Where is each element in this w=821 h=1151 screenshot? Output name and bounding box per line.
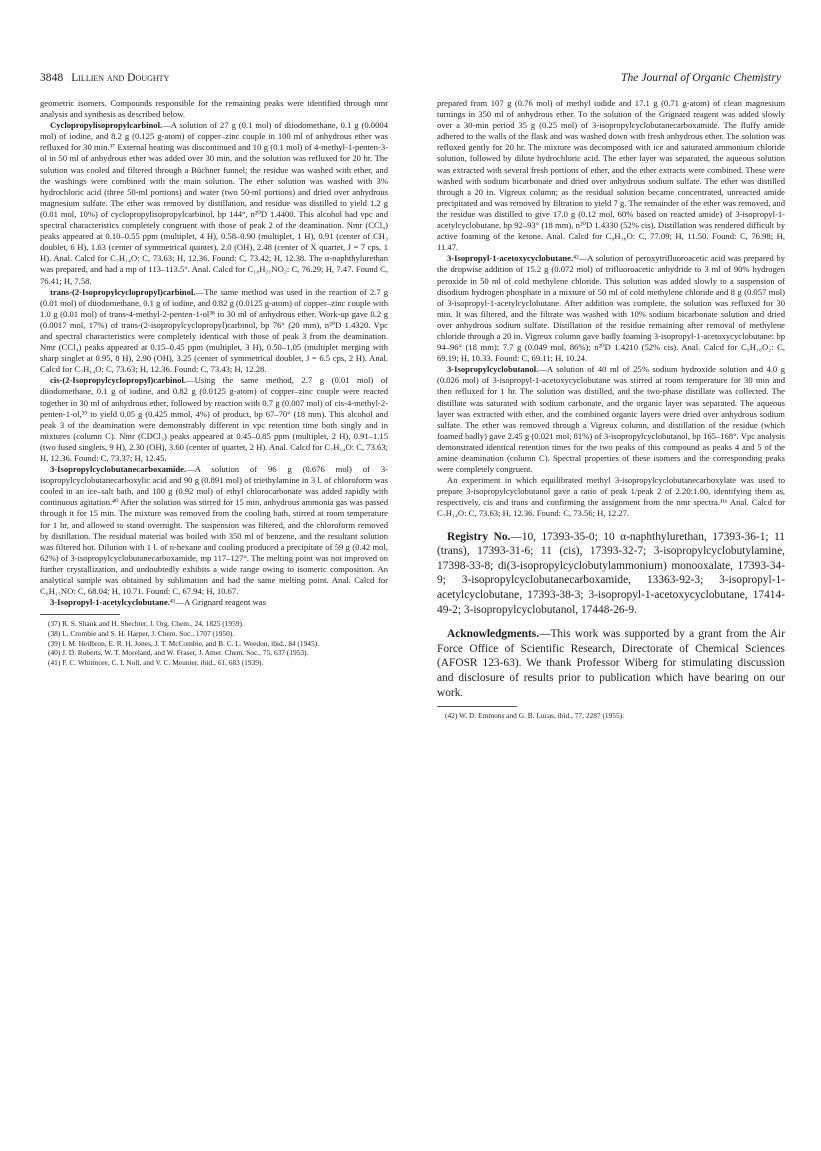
- acknowledgments-heading: Acknowledgments.: [447, 628, 540, 641]
- footnote: (41) F. C. Whitmore, C. I. Noll, and V. C. Meunier, ibid., 61, 683 (1939).: [48, 657, 264, 667]
- section-heading: 3-Isopropyl-1-acetylcyclobutane.: [50, 597, 170, 608]
- acknowledgments-text: —This work was supported by a grant from the Air Force Office of Scientific Research, Directorate of Chemical Sciences (AFOSR 123-63). We thank Professor Wiberg for stimulating discussion and disclosure of results prior to publication which have bearing on our work.: [437, 628, 785, 699]
- paragraph-text: —A solution of 27 g (0.1 mol) of diiodomethane, 0.1 g (0.0004 mol) of iodine, and 8.2 g (0.125 g-atom) of copper–zinc couple in 100 ml of anhydrous ether was refluxed for 30 min.³⁷ External heating was discontinued and 10 g (0.1 mol) of 4-methyl-1-penten-3-ol in 50 ml of anhydrous ether was added over 30 min, and the solution was refluxed for 20 hr. The solution was cooled and filtered through a Büchner funnel; the residue was washed with ether, and the washings were combined with the main solution. The ether solution was washed with 3% hydrochloric acid (three 50-ml portions) and water (two 50-ml portions) and dried over anhydrous magnesium sulfate. The ether was removed by distillation, and residue was distilled to yield 1.2 g (0.01 mol, 10%) of cyclopropylisopropylcarbinol, bp 144°, n²⁰D 1.4400. This alcohol had vpc and spectral characteristics completely congruent with those of peak 2 of the deamination. Nmr (CCl₄) peaks appeared at 0.10–0.55 ppm (multiplet, 4 H), 0.58–0.90 (multiplet, 1 H), 0.91 (center of CH₃ doublet, 6 H), 1.63 (center of symmetrical quintet), 2.0 (OH), 2.48 (center of X quartet, J = 7 cps, 1 H). Anal. Calcd for C₇H₁₄O: C, 73.63; H, 12.36. Found: C, 73.42; H, 12.38. The α-naphthylurethan was prepared, and had a mp of 113–113.5°. Anal. Calcd for C₁₈H₂₁NO₂: C, 76.29; H, 7.47. Found C, 76.41; H, 7.58.: [40, 120, 388, 286]
- paragraph: [40, 597, 388, 608]
- journal-title: The Journal of Organic Chemistry: [621, 71, 781, 84]
- section-heading: 3-Isopropylcyclobutanecarboxamide.: [50, 464, 187, 475]
- left-column: [40, 98, 388, 667]
- paragraph-text: ⁴¹—A Grignard reagent was: [169, 597, 266, 608]
- acknowledgments: [437, 627, 785, 700]
- paragraph-text: —A solution of 40 ml of 25% sodium hydroxide solution and 4.0 g (0.026 mol) of 3-isopropyl-1-acetoxycyclobutane was stirred at room temperature for 30 min and then refluxed for 1 hr. The solution was distilled, and the two-phase distillate was collected. The distillate was saturated with sodium carbonate, and the organic layer was separated. The aqueous layer was extracted with ether, and the combined organic layers were dried over anhydrous sodium sulfate. The ether was removed through a Vigreux column, and distillation of the residue (which foamed badly) gave 2.45 g (0.021 mol, 81%) of 3-isopropylcyclobutanol, bp 165–168°. Vpc analysis demonstrated identical retention times for the two peaks of this compound as peaks 4 and 5 of the amine deamination (column C). Spectral properties of these isomers and the corresponding peaks were completely congruent.: [437, 364, 785, 475]
- running-header: [40, 70, 781, 86]
- paragraph-text: —A solution of 96 g (0.676 mol) of 3-isopropylcyclobutanecarboxylic acid and 90 g (0.891 mol) of triethylamine in 3 l. of chloroform was cooled in an ice–salt bath, and 100 g (0.92 mol) of ethyl chlorocarbonate was added rapidly with continuous agitation.⁴⁰ After the solution was stirred for 15 min, anhydrous ammonia gas was passed through it for 15 min. The mixture was removed from the cooling bath, stirred at room temperature for 1 hr, and allowed to stand overnight. The suspension was filtered, and the chloroform removed by distillation. The residual material was boiled with 350 ml of benzene, and the resultant solution was filtered hot. Dilution with 1 l. of n-hexane and cooling produced a precipitate of 59 g (0.42 mol, 62%) of 3-isopropylcyclobutanecarboxamide, mp 117–127°. The melting point was not improved on further crystallization, and undoubtedly exhibits a wide range owing to isomeric composition. An analytical sample was obtained by sublimation and had the same melting point. Anal. Calcd for C₈H₁₅NO: C, 68.04; H, 10.71. Found: C, 67.94; H, 10.67.: [40, 464, 388, 597]
- header-left: [40, 70, 169, 86]
- paragraph-text: ⁴²—A solution of peroxytrifluoroacetic acid was prepared by the dropwise addition of 15.2 g (0.072 mol) of trifluoroacetic anhydride to 3 ml of 90% hydrogen peroxide in 50 ml of cold methylene chloride. This solution was added slowly to a suspension of disodium hydrogen phosphate in a mixture of 50 ml of cold methylene chloride and 8 g (0.057 mol) of 3-isopropyl-1-acetylcyclobutane. After addition was complete, the solution was refluxed for 30 min. It was filtered, and the filtrate was washed with 10% sodium bicarbonate solution and dried over anhydrous sodium sulfate. Distillation of the residue remaining after removal of methylene chloride through a 20 in. Vigreux column gave badly foaming 3-isopropyl-1-acetoxycyclobutane: bp 94–96° (18 mm); 7.7 g (0.049 mol, 86%); n²⁰D 1.4210 (52% cis). Anal. Calcd for C₉H₁₆O₂: C, 69.19; H, 10.33. Found: C, 69.11; H, 10.24.: [437, 253, 785, 364]
- paragraph: geometric isomers. Compounds responsible for the remaining peaks were identified through nmr analysis and synthesis as described below.: [40, 98, 388, 120]
- right-column: [437, 98, 785, 721]
- paragraph-text: —Using the same method, 2.7 g (0.01 mol) of diiodomethane, 0.1 g of iodine, and 0.82 g (0.0125 g-atom) of copper–zinc couple were reacted together in 30 ml of anhydrous ether, followed by reaction with 0.7 g (0.007 mol) of cis-4-methyl-2-penten-1-ol,³⁹ to yield 0.05 g (0.425 mmol, 4%) of product, bp 67–70° (18 mm). This alcohol and peak 3 of the deamination were demonstrably different in vpc retention time both singly and in mixtures (column C). Nmr (CDCl₃) peaks appeared at 0.45–0.85 ppm (multiplet, 2 H), 0.91–1.15 (two fused singlets, 9 H), 2.30 (OH), 3.60 (center of quartet, 2 H). Anal. Calcd for C₇H₁₄O: C, 73.63; H, 12.36. Found: C, 73.37; H, 12.45.: [40, 375, 388, 463]
- registry-text: —10, 17393-35-0; 10 α-naphthylurethan, 17393-36-1; 11 (trans), 17393-31-6; 11 (cis), 17393-32-7; 3-isopropylcyclobutylamine, 17398-33-8; di(3-isopropylcyclobutylammonium) monooxalate, 17393-34-9; 3-isopropylcyclobutanecarboxamide, 13363-92-3; 3-isopropyl-1-acetylcyclobutane, 17393-38-3; 3-isopropyl-1-acetoxycyclobutane, 17414-49-2; 3-isopropylcyclobutanol, 17448-26-9.: [437, 530, 785, 616]
- registry-numbers: [437, 530, 785, 618]
- footnote-divider: [40, 614, 120, 615]
- footnote: (42) W. D. Emmons and G. B. Lucas, ibid., 77, 2287 (1955).: [445, 711, 625, 721]
- footnote-divider: [437, 706, 517, 707]
- page-number: 3848: [40, 71, 64, 84]
- footnote: (40) J. D. Roberts, W. T. Moreland, and W. Fraser, J. Amer. Chem. Soc., 75, 637 (1953).: [48, 648, 309, 658]
- section-heading: 3-Isopropyl-1-acetoxycyclobutane.: [447, 253, 574, 264]
- section-heading: 3-Isopropylcyclobutanol.: [447, 364, 539, 375]
- header-authors: Lillien and Doughty: [71, 71, 170, 84]
- paragraph-text: —The same method was used in the reaction of 2.7 g (0.01 mol) of diiodomethane, 0.1 g of iodine, and 0.82 g (0.0125 g-atom) of copper–zinc couple with 1.0 g (0.01 mol) of trans-4-methyl-2-penten-1-ol³⁸ in 30 ml of anhydrous ether. Work-up gave 0.2 g (0.0017 mol, 17%) of trans-(2-isopropylcyclopropyl)carbinol, bp 76° (20 mm), n²⁰D 1.4320. Vpc and spectral characteristics were completely identical with those of peak 3 from the deamination. Nmr (CCl₄) peaks appeared at 0.15–0.45 ppm (multiplet, 3 H), 0.50–1.05 (multiplet merging with sharp singlet at 0.95, 8 H), 2.90 (OH), 3.25 (center of symmetrical doublet, J = 6.5 cps, 2 H). Anal. Calcd for C₇H₁₄O: C, 73.63; H, 12.36. Found: C, 73.43; H, 12.28.: [40, 286, 388, 375]
- section-heading: trans-(2-Isopropylcyclopropyl)carbinol.: [50, 286, 196, 297]
- paragraph: [40, 120, 388, 286]
- section-heading: cis-(2-Isopropylcyclopropyl)carbinol.: [50, 375, 186, 386]
- section-heading: Cyclopropylisopropylcarbinol.: [50, 120, 163, 131]
- paragraph: [437, 253, 785, 364]
- paragraph: [40, 464, 388, 597]
- registry-heading: Registry No.: [447, 530, 511, 543]
- footnote: (37) R. S. Shank and H. Shechter, J. Org. Chem., 24, 1825 (1959).: [48, 619, 244, 629]
- paragraph: [437, 364, 785, 475]
- paragraph: prepared from 107 g (0.76 mol) of methyl iodide and 17.1 g (0.71 g-atom) of clean magnesium turnings in 350 ml of anhydrous ether. To the solution of the Grignard reagent was added slowly over a 30-min period 35 g (0.25 mol) of 3-isopropylcyclobutanecarboxamide. The fluffy amide adhered to the walls of the flask and was washed down with fresh anhydrous ether. The solution was refluxed gently for 20 hr. The mixture was decomposed with ice and saturated ammonium chloride solution, followed by dilute hydrochloric acid. The ether layer was separated, the aqueous solution was extracted with several fresh portions of ether, and the ether extracts were combined. These were washed with sodium bicarbonate and dried over anhydrous sodium sulfate. The ether was distilled through a 20 in. Vigreux column; as the residual solution became concentrated, unreacted amide precipitated and was removed by filtration to yield 7 g. The remainder of the ether was removed, and the residue was distilled to give 17.0 g (0.12 mol, 60% based on reacted amide) of 3-isopropyl-1-acetylcyclobutane, bp 92–93° (18 mm), n²⁰D 1.4330 (52% cis). Distillation was rendered difficult by active foaming of the ketone. Anal. Calcd for C₉H₁₆O: C, 77.09; H, 11.50. Found: C, 76.98; H, 11.47.: [437, 98, 785, 253]
- paragraph: [40, 287, 388, 376]
- footnote: (38) L. Crombie and S. H. Harper, J. Chem. Soc., 1707 (1950).: [48, 628, 235, 638]
- footnote: (39) I. M. Heilbron, E. R. H. Jones, J. T. McCombie, and B. C. L. Weedon, ibid., 84 (1945).: [48, 638, 319, 648]
- paragraph: An experiment in which equilibrated methyl 3-isopropylcyclobutanecarboxylate was used to prepare 3-isopropylcyclobutanol gave a ratio of peak 1/peak 2 of 2.20:1.00, identifying them as, respectively, cis and trans and confirming the assignment from the nmr spectra.¹¹ᵉ Anal. Calcd for C₇H₁₄O: C, 73.63; H, 12.36. Found: C, 73.56; H, 12.27.: [437, 475, 785, 519]
- paragraph: [40, 375, 388, 464]
